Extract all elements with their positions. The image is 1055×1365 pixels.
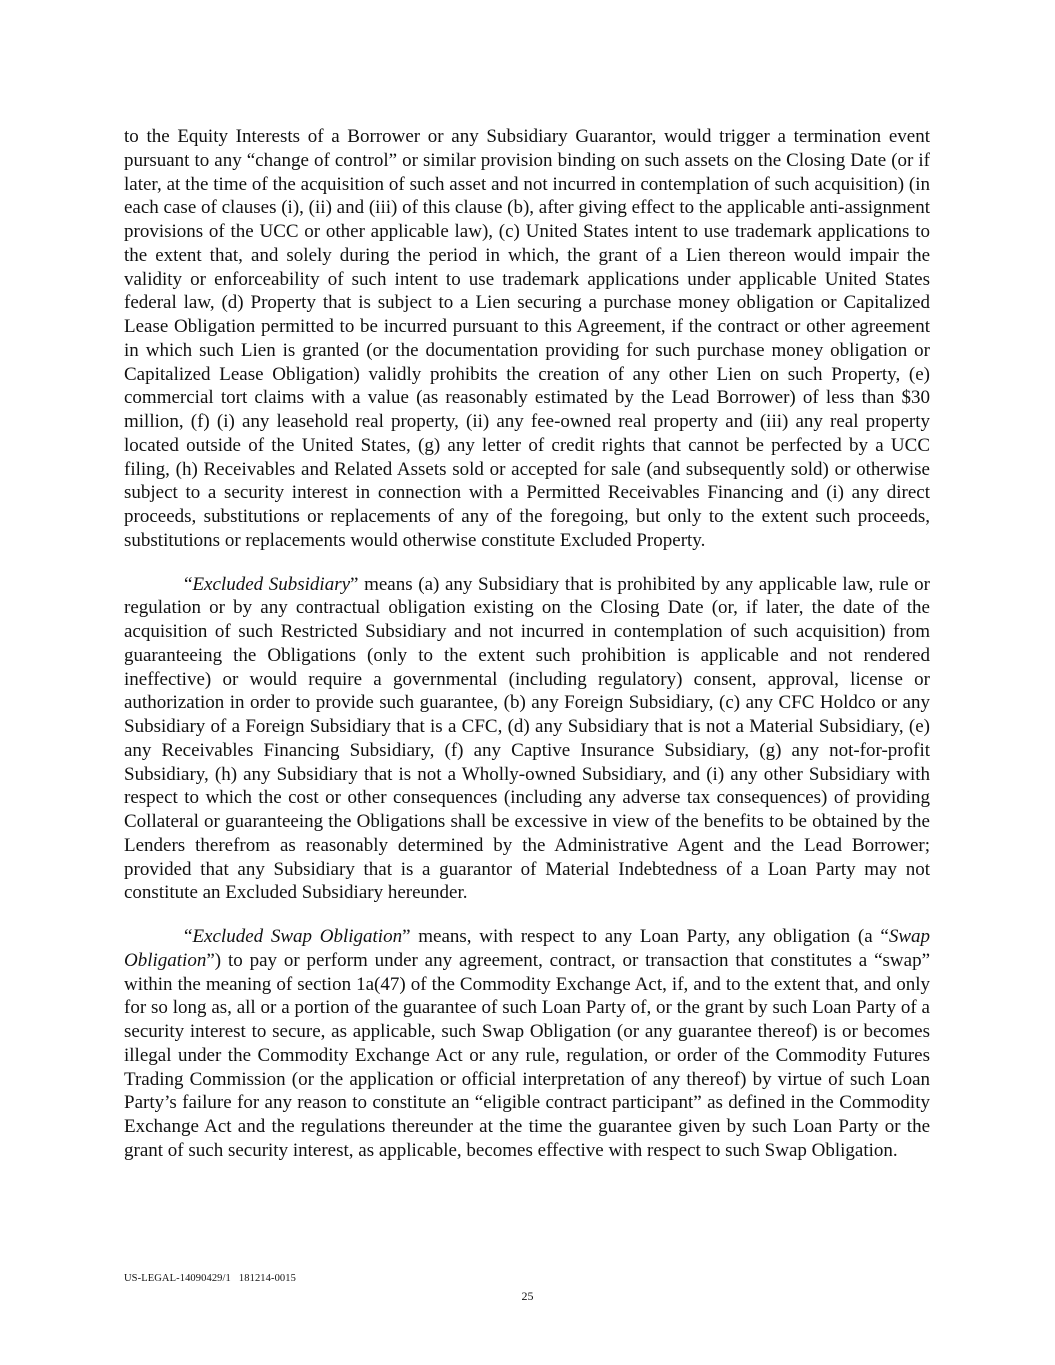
open-quote: “ <box>184 926 193 947</box>
footer-doc-number: US-LEGAL-14090429/1 <box>124 1273 231 1284</box>
defined-term-swap-obligation: Swap Obligation <box>124 926 930 971</box>
defined-term-excluded-subsidiary: Excluded Subsidiary <box>192 573 351 595</box>
paragraph-excluded-property-continued: to the Equity Interests of a Borrower or any Subsidiary Guarantor, would trigger a termination event pursuant to any “change of control” or similar provision binding on such assets on the Closing Date (or if later, at the time of the acquisition of such asset and not incurred in contemplation of such acquisition) (in each case of clauses (i), (ii) and (iii) of this clause (b), after giving effect to the applicable anti-assignment provisions of the UCC or other applicable law), (c) United States intent to use trademark applications to the extent that, and solely during the period in which, the grant of a Lien thereon would impair the validity or enforceability of such intent to use trademark applications under applicable United States federal law, (d) Property that is subject to a Lien securing a purchase money obligation or Capitalized Lease Obligation permitted to be incurred pursuant to this Agreement, if the contract or other agreement in which such Lien is granted (or the documentation providing for such purchase money obligation or Capitalized Lease Obligation) validly prohibits the creation of any other Lien on such Property, (e) commercial tort claims with a value (as reasonably estimated by the Lead Borrower) of less than $30 million, (f) (i) any leasehold real property, (ii) any fee-owned real property and (iii) any real property located outside of the United States, (g) any letter of credit rights that cannot be perfected by a UCC filing, (h) Receivables and Related Assets sold or accepted for sale (and subsequently sold) or otherwise subject to a security interest in connection with a Permitted Receivables Financing and (i) any direct proceeds, substitutions or replacements of any of the foregoing, but only to the extent such proceeds, substitutions or replacements would otherwise constitute Excluded Property. <box>124 126 930 551</box>
footer-matter-number: 181214-0015 <box>238 1273 296 1284</box>
definition-text-part-b: ”) to pay or perform under any agreement, contract, or transaction that constitutes a “swap” within the meaning of section 1a(47) of the Commodity Exchange Act, if, and to the extent that, and only for so long as, all or a portion of the guarantee of such Loan Party of, or the grant by such Loan Party of a security interest to secure, as applicable, such Swap Obligation (or any guarantee thereof) is or becomes illegal under the Commodity Exchange Act or any rule, regulation, or order of the Commodity Futures Trading Commission (or the application or official interpretation of any thereof) by virtue of such Loan Party’s failure for any reason to constitute an “eligible contract participant” as defined in the Commodity Exchange Act and the regulations thereunder at the time the guarantee given by such Loan Party or the grant of such security interest, as applicable, becomes effective with respect to such Swap Obligation. <box>124 949 930 1161</box>
footer-document-id <box>124 1273 296 1284</box>
definition-text: ” means (a) any Subsidiary that is prohibited by any applicable law, rule or regulation or by any contractual obligation existing on the Closing Date (or, if later, the date of the acquisition of such Restricted Subsidiary and not incurred in contemplation of such acquisition) from guaranteeing the Obligations (only to the extent such prohibition is applicable and not rendered ineffective) or would require a governmental (including regulatory) consent, approval, license or authorization in order to provide such guarantee, (b) any Foreign Subsidiary, (c) any CFC Holdco or any Subsidiary of a Foreign Subsidiary that is a CFC, (d) any Subsidiary that is not a Material Subsidiary, (e) any Receivables Financing Subsidiary, (f) any Captive Insurance Subsidiary, (g) any not-for-profit Subsidiary, (h) any Subsidiary that is not a Wholly-owned Subsidiary, and (i) any other Subsidiary with respect to which the cost or other consequences (including any adverse tax consequences) of providing Collateral or guaranteeing the Obligations shall be excessive in view of the benefits to be obtained by the Lenders therefrom as reasonably determined by the Administrative Agent and the Lead Borrower; provided that any Subsidiary that is a guarantor of Material Indebtedness of a Loan Party may not constitute an Excluded Subsidiary hereunder. <box>124 573 930 904</box>
open-quote: “ <box>184 573 193 595</box>
definition-text-part-a: ” means, with respect to any Loan Party, any obligation (a “ <box>402 926 889 947</box>
document-body <box>124 125 930 1163</box>
paragraph-excluded-swap-obligation <box>124 925 930 1163</box>
paragraph-excluded-subsidiary <box>124 573 930 906</box>
page-number: 25 <box>521 1289 534 1303</box>
defined-term-excluded-swap-obligation: Excluded Swap Obligation <box>192 926 403 947</box>
